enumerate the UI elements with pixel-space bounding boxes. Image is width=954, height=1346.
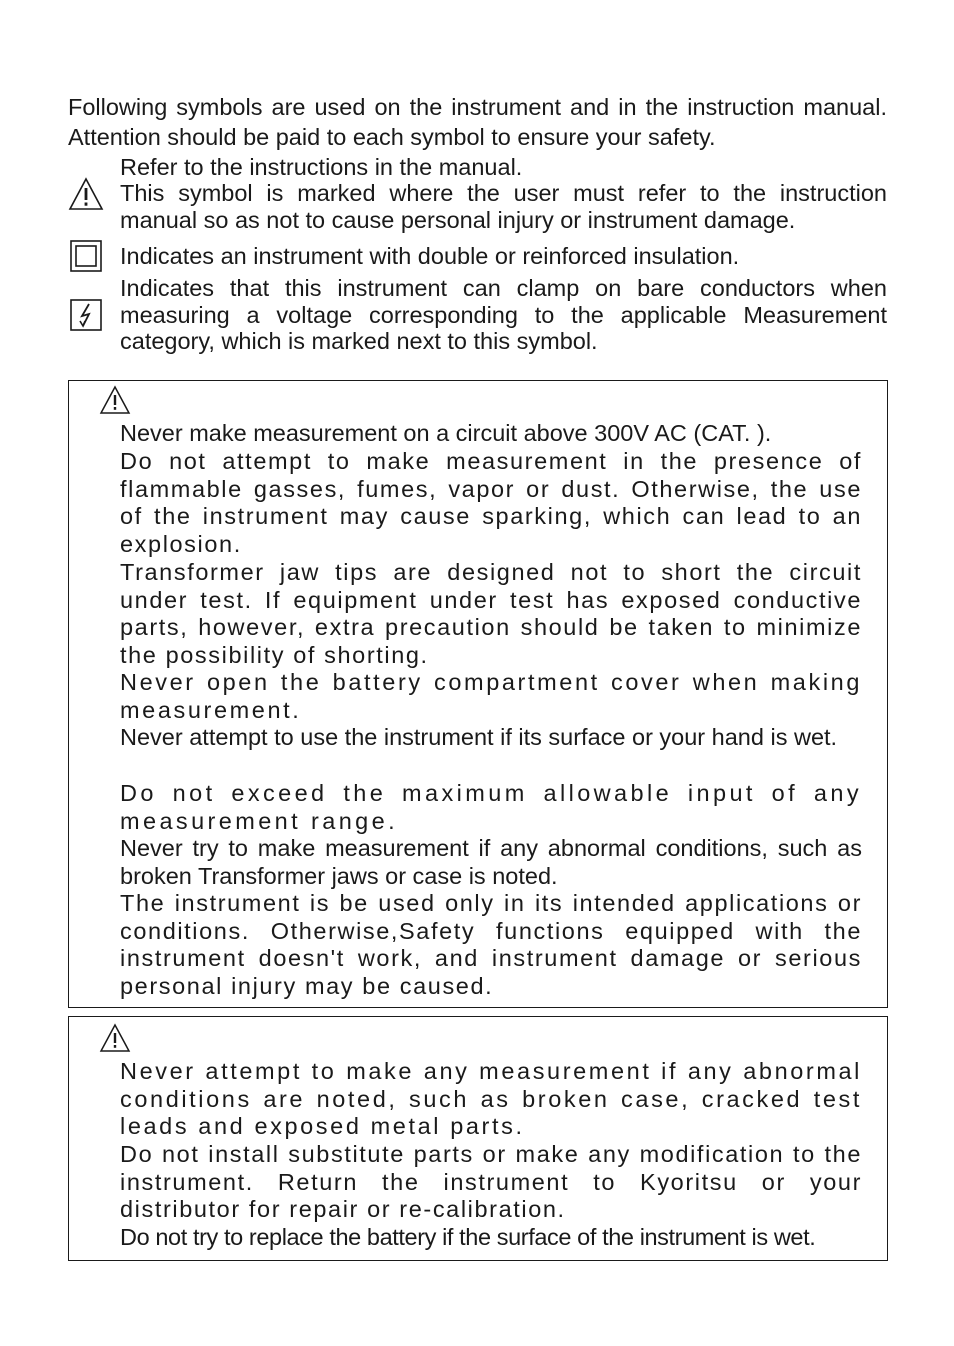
danger-item-5: Never attempt to use the instrument if its surface or your hand is wet. — [120, 724, 838, 750]
warning-item-2: Do not install substitute parts or make any modification to the instrument. Return the instrument to Kyoritsu or your distributor for repair or re-calibration. — [120, 1141, 862, 1223]
danger-item-4: Never open the battery compartment cover when making measurement. — [120, 669, 862, 723]
warning-triangle-icon — [99, 385, 131, 415]
symbol-bare-conductor-description: Indicates that this instrument can clamp on bare conductors when measuring a voltage corresponding to the applicable Measurement category, which is marked next to this symbol. — [120, 275, 887, 354]
warning-box — [68, 1016, 888, 1261]
danger-item-6: Do not exceed the maximum allowable input of any measurement range. — [120, 780, 862, 834]
danger-item-8: The instrument is be used only in its intended applications or conditions. Otherwise,Safety functions equipped with the instrument doesn't work, and instrument damage or serious personal injury may be caused. — [120, 890, 862, 999]
intro-text: Following symbols are used on the instrument and in the instruction manual. Attention should be paid to each symbol to ensure your safety. — [68, 94, 887, 150]
symbol-double-insulation-description: Indicates an instrument with double or reinforced insulation. — [120, 243, 740, 269]
danger-item-2: Do not attempt to make measurement in the presence of flammable gasses, fumes, vapor or dust. Otherwise, the use of the instrument may cause sparking, which can lead to an explosion. — [120, 448, 862, 557]
double-insulation-icon — [70, 240, 102, 272]
danger-item-3: Transformer jaw tips are designed not to short the circuit under test. If equipment under test has exposed conductive parts, however, extra precaution should be taken to minimize the possibility of shorting. — [120, 559, 862, 668]
warning-item-3: Do not try to replace the battery if the surface of the instrument is wet. — [120, 1224, 816, 1250]
danger-item-7: Never try to make measurement if any abnormal conditions, such as broken Transformer jaws or case is noted. — [120, 835, 862, 889]
symbol-caution-description: This symbol is marked where the user must refer to the instruction manual so as not to cause personal injury or instrument damage. — [120, 180, 887, 233]
warning-item-1: Never attempt to make any measurement if any abnormal conditions are noted, such as broken case, cracked test leads and exposed metal parts. — [120, 1058, 862, 1140]
bare-conductor-icon — [70, 299, 102, 331]
danger-box — [68, 380, 888, 1008]
symbol-caution-title: Refer to the instructions in the manual. — [120, 154, 523, 180]
warning-triangle-icon — [68, 177, 104, 211]
danger-item-1: Never make measurement on a circuit above 300V AC (CAT. ). — [120, 420, 772, 446]
warning-triangle-icon — [99, 1023, 131, 1053]
